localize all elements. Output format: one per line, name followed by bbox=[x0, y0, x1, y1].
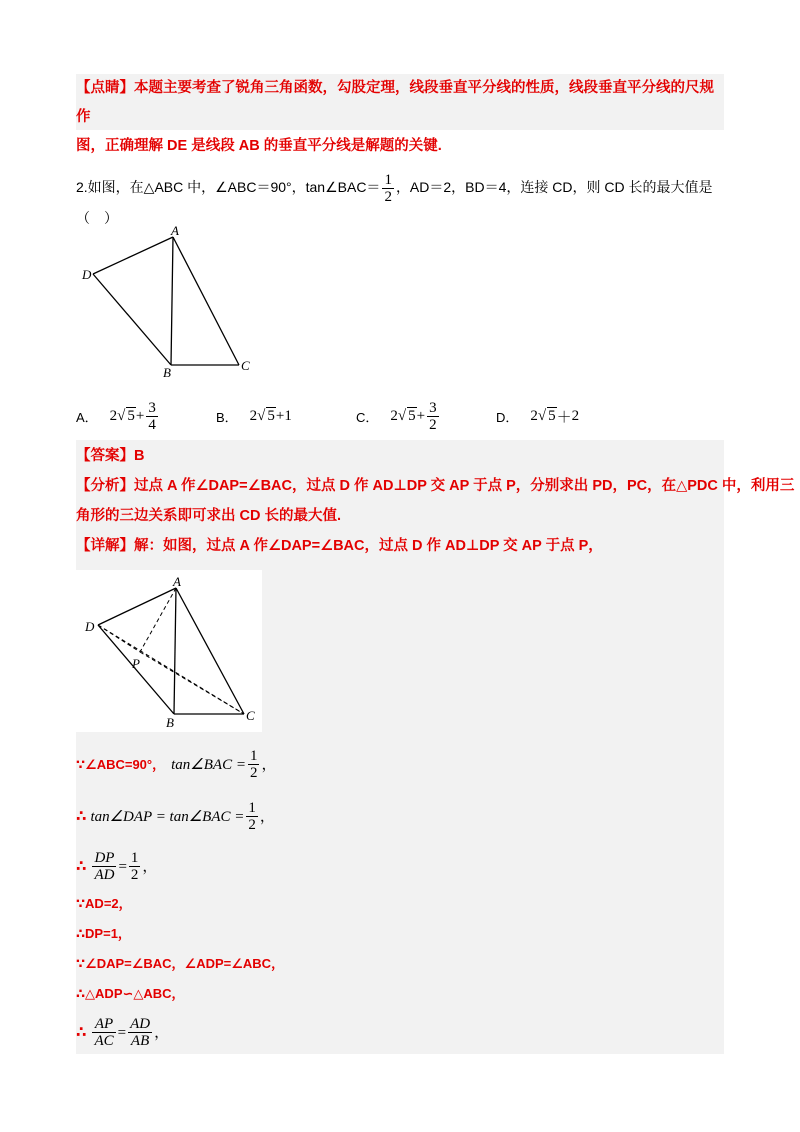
step-6: ∵∠DAP=∠BAC，∠ADP=∠ABC， bbox=[76, 956, 285, 971]
comment-line-1: 【点睛】本题主要考查了锐角三角函数，勾股定理，线段垂直平分线的性质，线段垂直平分线的尺规作 bbox=[76, 80, 714, 125]
step-8 bbox=[76, 1016, 169, 1049]
tail: 2 bbox=[571, 407, 580, 424]
numerator: AP bbox=[92, 1016, 115, 1033]
denominator: 2 bbox=[429, 416, 437, 433]
therefore-symbol: ∴ bbox=[76, 807, 87, 825]
radicand: 5 bbox=[548, 408, 556, 424]
answer-box bbox=[76, 440, 795, 1054]
choice-label: A． bbox=[76, 409, 98, 425]
question-prefix: 2.如图，在△ABC 中，∠ABC＝90°，tan∠BAC＝ bbox=[76, 179, 381, 196]
choice-a[interactable] bbox=[76, 396, 160, 436]
choice-label: C． bbox=[356, 409, 379, 425]
fraction-numerator: 1 bbox=[384, 172, 392, 188]
answer-line: 【答案】B bbox=[76, 448, 145, 464]
choice-expression: 2 √ 5 + $\frac{3}{2}$ bbox=[390, 399, 437, 433]
coef: 2 bbox=[109, 407, 118, 424]
choice-b[interactable] bbox=[216, 396, 292, 436]
denominator: AB bbox=[130, 1033, 150, 1049]
step-2-math: tan∠DAP = tan∠BAC = bbox=[90, 808, 245, 825]
choice-expression: 2 √ 5 + 1 bbox=[249, 407, 292, 424]
choice-expression: 2 √ 5 ＋ 2 bbox=[530, 407, 580, 426]
question-fraction bbox=[382, 172, 394, 205]
therefore-symbol: ∴ bbox=[76, 857, 87, 875]
radicand: 5 bbox=[267, 408, 275, 424]
label-B: B bbox=[166, 715, 174, 730]
op: + bbox=[135, 407, 145, 424]
step-8-fraction-left bbox=[92, 1016, 115, 1049]
choice-d[interactable] bbox=[496, 396, 579, 436]
denominator: 4 bbox=[148, 416, 156, 433]
numerator: DP bbox=[94, 850, 115, 866]
figure-2 bbox=[76, 570, 262, 732]
step-5: ∴DP=1， bbox=[76, 926, 131, 941]
label-C: C bbox=[241, 358, 250, 373]
tail: 1 bbox=[284, 407, 292, 424]
coef: 2 bbox=[530, 407, 538, 424]
equals: = bbox=[118, 858, 127, 875]
numerator: 3 bbox=[148, 399, 156, 416]
label-D: D bbox=[85, 619, 95, 634]
label-A: A bbox=[173, 574, 181, 589]
equals: = bbox=[117, 1024, 127, 1041]
numerator: 3 bbox=[429, 399, 437, 416]
label-A: A bbox=[171, 223, 179, 238]
op: + bbox=[275, 407, 285, 424]
comma: ， bbox=[259, 808, 275, 825]
step-3 bbox=[76, 850, 157, 883]
step-3-fraction-right bbox=[129, 850, 141, 883]
step-1 bbox=[76, 748, 276, 781]
radicand: 5 bbox=[127, 408, 135, 424]
step-1-math: tan∠BAC = bbox=[171, 756, 246, 773]
step-1-text: ∵∠ABC=90°， bbox=[76, 756, 166, 772]
denominator: AC bbox=[94, 1033, 114, 1049]
label-D: D bbox=[82, 267, 92, 282]
question-suffix: ，AD＝2，BD＝4，连接 CD，则 CD 长的最大值是（ ） bbox=[76, 179, 713, 226]
comment-line-2: 图，正确理解 DE 是线段 AB 的垂直平分线是解题的关键. bbox=[76, 138, 442, 154]
numerator: 1 bbox=[130, 850, 139, 866]
step-4: ∵AD=2， bbox=[76, 896, 132, 911]
comma: ， bbox=[142, 858, 158, 875]
therefore-symbol: ∴ bbox=[76, 1023, 87, 1041]
choice-c[interactable] bbox=[356, 396, 441, 436]
numerator: 1 bbox=[248, 800, 256, 816]
denominator: AD bbox=[94, 867, 115, 883]
figure-1 bbox=[76, 222, 276, 382]
fraction-denominator: 2 bbox=[384, 189, 392, 205]
label-P: P bbox=[132, 656, 140, 671]
op: + bbox=[416, 407, 426, 424]
choices bbox=[76, 396, 736, 436]
detail-line: 【详解】解：如图，过点 A 作∠DAP=∠BAC，过点 D 作 AD⊥DP 交 AP 于点 P， bbox=[76, 538, 603, 554]
choice-fraction bbox=[427, 400, 439, 433]
step-8-fraction-right bbox=[128, 1016, 152, 1049]
comment-box bbox=[76, 74, 724, 154]
step-1-fraction bbox=[248, 748, 260, 781]
op: ＋ bbox=[556, 409, 572, 426]
comma: ， bbox=[261, 756, 277, 773]
denominator: 2 bbox=[130, 867, 139, 883]
step-7: ∴△ADP∽△ABC， bbox=[76, 986, 185, 1001]
coef: 2 bbox=[390, 407, 398, 424]
denominator: 2 bbox=[249, 765, 258, 781]
coef: 2 bbox=[249, 407, 258, 424]
choice-label: D． bbox=[496, 409, 519, 425]
choice-fraction bbox=[146, 400, 158, 433]
numerator: 1 bbox=[249, 748, 258, 764]
numerator: AD bbox=[130, 1016, 151, 1032]
analysis-line-2: 角形的三边关系即可求出 CD 长的最大值. bbox=[76, 508, 342, 524]
step-3-fraction-left bbox=[92, 850, 116, 883]
radicand: 5 bbox=[408, 408, 416, 424]
choice-expression: 2 √ 5 + $\frac{3}{4}$ bbox=[109, 399, 156, 433]
analysis-line-1: 【分析】过点 A 作∠DAP=∠BAC，过点 D 作 AD⊥DP 交 AP 于点 P，分别求出 PD，PC，在△PDC 中，利用三 bbox=[76, 478, 795, 494]
label-C: C bbox=[246, 708, 255, 723]
comma: ， bbox=[154, 1024, 170, 1041]
choice-label: B． bbox=[216, 409, 238, 425]
step-2 bbox=[76, 800, 275, 833]
denominator: 2 bbox=[248, 817, 256, 833]
step-2-fraction bbox=[246, 800, 258, 833]
label-B: B bbox=[163, 365, 171, 380]
